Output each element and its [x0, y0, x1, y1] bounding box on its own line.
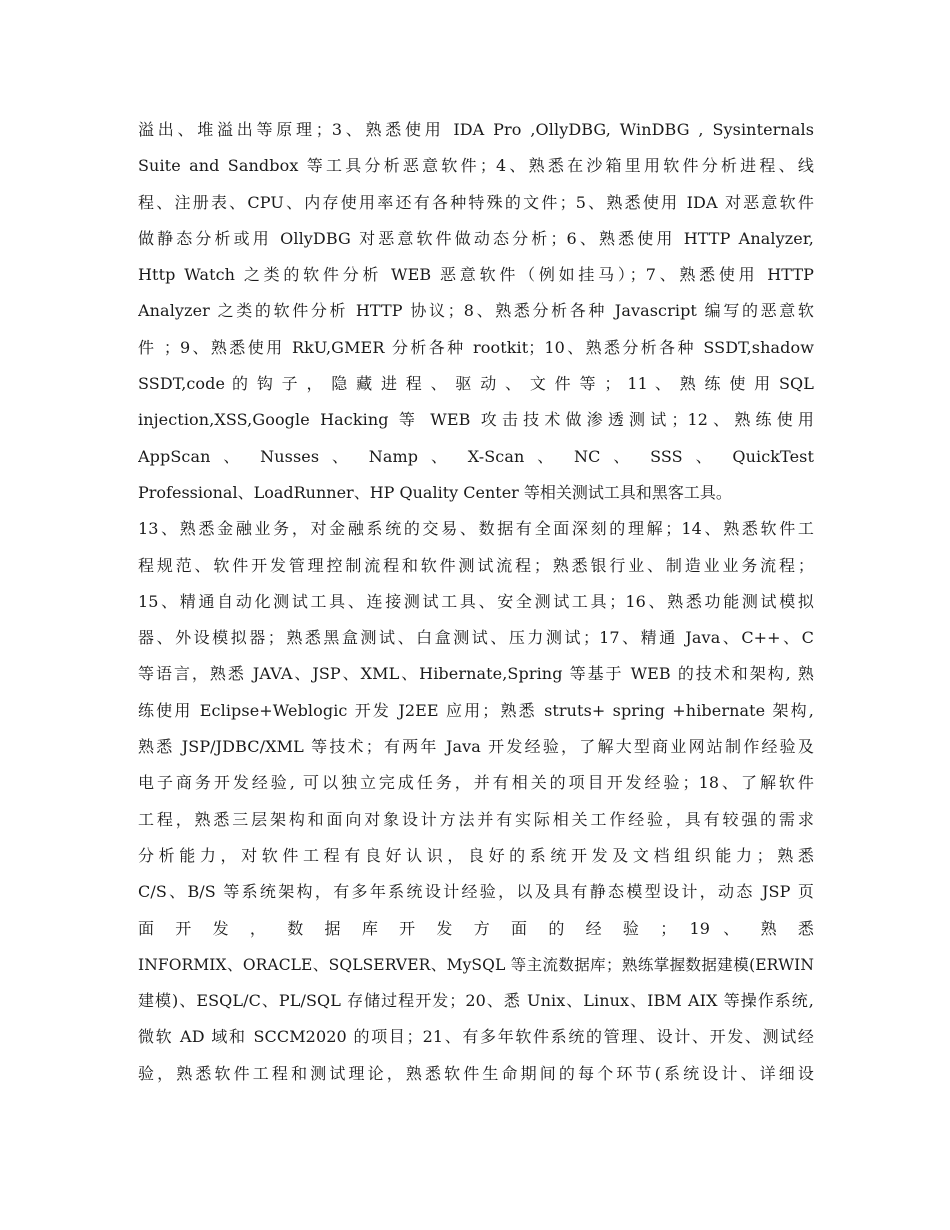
text-line: 溢出、堆溢出等原理；3、熟悉使用 IDA Pro ,OllyDBG, WinDBG , Sysinternals [138, 120, 814, 139]
text-line: AppScan 、 Nusses 、 Namp 、 X-Scan 、 NC 、 SSS 、 QuickTest [138, 446, 814, 466]
text-line: 程、注册表、CPU、内存使用率还有各种特殊的文件；5、熟悉使用 IDA 对恶意软件 [138, 192, 814, 212]
text-line: 验，熟悉软件工程和测试理论，熟悉软件生命期间的每个环节(系统设计、详细设 [138, 1063, 814, 1083]
text-line: 建模)、ESQL/C、PL/SQL 存储过程开发；20、悉 Unix、Linux、IBM AIX 等操作系统, [138, 991, 814, 1011]
text-line: Http Watch 之类的软件分析 WEB 恶意软件（例如挂马）；7、熟悉使用 HTTP [138, 265, 814, 285]
text-line: INFORMIX、ORACLE、SQLSERVER、MySQL 等主流数据库；熟练掌握数据建模(ERWIN [138, 955, 814, 974]
text-line: 程规范、软件开发管理控制流程和软件测试流程；熟悉银行业、制造业业务流程； [138, 555, 814, 575]
text-line: 等语言，熟悉 JAVA、JSP、XML、Hibernate,Spring 等基于 WEB 的技术和架构, 熟 [138, 664, 814, 684]
text-line: 微软 AD 域和 SCCM2020 的项目；21、有多年软件系统的管理、设计、开发、测试经 [138, 1027, 814, 1047]
text-line: 熟悉 JSP/JDBC/XML 等技术；有两年 Java 开发经验，了解大型商业网站制作经验及 [138, 737, 814, 757]
text-line: 电子商务开发经验, 可以独立完成任务，并有相关的项目开发经验；18、了解软件 [138, 773, 814, 793]
text-line: Analyzer 之类的软件分析 HTTP 协议；8、熟悉分析各种 Javascript 编写的恶意软 [138, 301, 814, 321]
text-line: 练使用 Eclipse+Weblogic 开发 J2EE 应用；熟悉 struts+ spring +hibernate 架构, [138, 700, 814, 720]
text-line: 15、精通自动化测试工具、连接测试工具、安全测试工具；16、熟悉功能测试模拟 [138, 591, 814, 611]
text-line: Suite and Sandbox 等工具分析恶意软件；4、熟悉在沙箱里用软件分析进程、线 [138, 156, 814, 176]
text-line: Professional、LoadRunner、HP Quality Center 等相关测试工具和黑客工具。 [138, 482, 732, 502]
text-line: 13、熟悉金融业务，对金融系统的交易、数据有全面深刻的理解；14、熟悉软件工 [138, 519, 814, 539]
text-line: SSDT,code 的 钩 子 ， 隐 藏 进 程 、 驱 动 、 文 件 等 ； 11 、 熟 练 使 用 SQL [138, 374, 814, 394]
text-line: 工程，熟悉三层架构和面向对象设计方法并有实际相关工作经验，具有较强的需求 [138, 809, 814, 829]
text-line: 面 开 发 ， 数 据 库 开 发 方 面 的 经 验 ； 19 、 熟 悉 [138, 918, 814, 938]
text-line: C/S、B/S 等系统架构，有多年系统设计经验，以及具有静态模型设计，动态 JSP 页 [138, 882, 814, 902]
text-line: 做静态分析或用 OllyDBG 对恶意软件做动态分析；6、熟悉使用 HTTP Analyzer, [138, 228, 814, 248]
text-line: 器、外设模拟器；熟悉黑盒测试、白盒测试、压力测试；17、精通 Java、C++、C [138, 628, 814, 648]
body-paragraph [138, 112, 814, 1092]
text-line: injection,XSS,Google Hacking 等 WEB 攻击技术做渗透测试；12、熟练使用 [138, 410, 814, 430]
text-line: 件 ；9、熟悉使用 RkU,GMER 分析各种 rootkit；10、熟悉分析各种 SSDT,shadow [138, 337, 814, 357]
text-line: 分析能力，对软件工程有良好认识，良好的系统开发及文档组织能力；熟悉 [138, 845, 814, 865]
